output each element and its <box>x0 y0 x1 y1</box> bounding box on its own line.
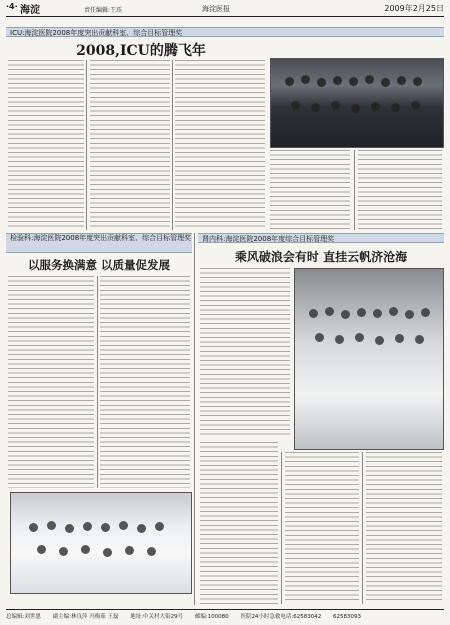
icu-text-col2 <box>90 60 170 230</box>
icu-section-banner: ICU:海淀医院2008年度突出贡献科室、综合目标管理奖 <box>6 27 444 37</box>
lab-team-photo <box>10 492 192 594</box>
page-number: ·4· <box>6 2 18 11</box>
icu-team-photo <box>270 58 444 148</box>
icu-text-col4 <box>270 150 350 230</box>
icu-text-col1 <box>8 60 84 230</box>
nephrology-section-banner: 肾内科:海淀医院2008年度综合目标管理奖 <box>198 233 444 243</box>
footer-phone-2: 62583093 <box>333 614 362 620</box>
paper-name: 海淀医报 <box>202 5 230 13</box>
col-divider <box>97 276 98 488</box>
lab-article-title: 以服务换满意 以质量促发展 <box>27 258 170 272</box>
nephrology-text-col1 <box>200 268 290 438</box>
footer-postcode: 邮编:100080 <box>194 614 229 620</box>
section-divider <box>194 233 195 605</box>
issue-date: 2009年2月25日 <box>384 4 444 13</box>
col-divider <box>354 150 355 230</box>
nephrology-team-photo <box>294 268 444 450</box>
masthead-logo: 海淀 <box>20 5 40 16</box>
header-rule <box>6 16 444 17</box>
lab-text-col1 <box>8 276 94 488</box>
lab-section-banner: 检验科:海淀医院2008年度突出贡献科室、综合目标管理奖 <box>6 233 192 253</box>
footer-deputy-editors: 副主编:林良萍 冯梅茹 王磊 <box>52 614 119 620</box>
lab-text-col2 <box>100 276 190 488</box>
footer-rule <box>6 609 444 610</box>
icu-text-col3 <box>175 60 265 230</box>
page-header <box>6 2 444 16</box>
col-divider <box>362 452 363 604</box>
icu-text-col5 <box>358 150 442 230</box>
icu-article-title: 2008,ICU的腾飞年 <box>76 43 206 59</box>
footer-chief-editor: 总编辑:刘世恩 <box>6 614 41 620</box>
nephrology-article-title: 乘风破浪会有时 直挂云帆济沧海 <box>234 250 408 264</box>
col-divider <box>281 452 282 604</box>
col-divider <box>86 60 87 230</box>
nephrology-text-col4 <box>366 452 442 604</box>
page-footer <box>6 612 444 623</box>
col-divider <box>172 60 173 230</box>
nephrology-text-col2 <box>200 442 278 604</box>
nephrology-text-col3 <box>285 452 359 604</box>
footer-address: 地址:中关村大街29号 <box>130 614 184 620</box>
footer-emergency-phone: 医院24小时急救电话:62583042 <box>240 614 322 620</box>
editor-credit: 责任编辑:王珏 <box>84 7 123 14</box>
